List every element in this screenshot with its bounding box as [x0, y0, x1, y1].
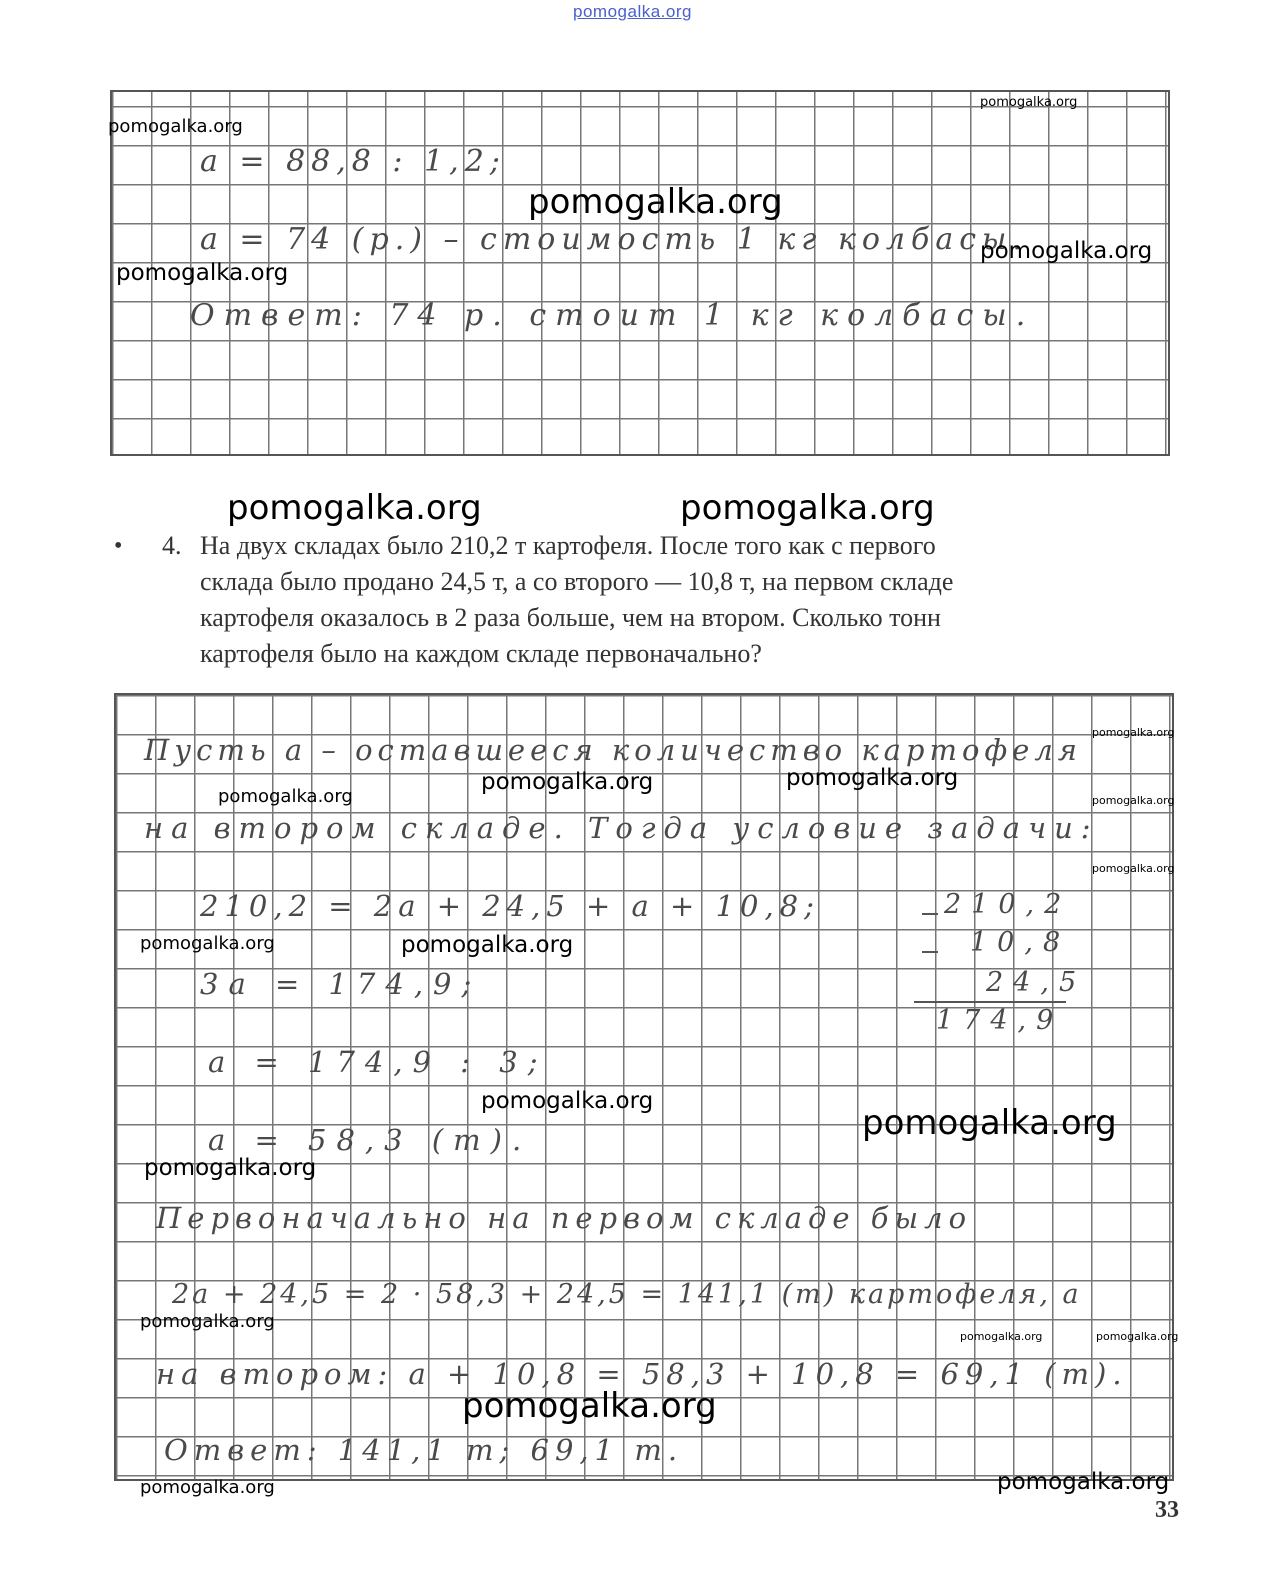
- handwritten-line-8: 2a + 24,5 = 2 · 58,3 + 24,5 = 141,1 (т) картофеля, а: [172, 1279, 1082, 1310]
- watermark: pomogalka.org: [227, 488, 482, 528]
- top-site-link[interactable]: pomogalka.org: [573, 2, 692, 21]
- handwritten-answer: Ответ: 74 р. стоит 1 кг колбасы.: [190, 298, 1035, 333]
- problem-bullet: •: [114, 533, 123, 559]
- watermark: pomogalka.org: [108, 116, 243, 137]
- column-calc-line-3: 24,5: [986, 967, 1087, 998]
- handwritten-equation: 210,2 = 2a + 24,5 + a + 10,8;: [200, 889, 820, 923]
- watermark: pomogalka.org: [862, 1103, 1117, 1143]
- column-calc-line-1: 210,2: [944, 889, 1072, 920]
- watermark: pomogalka.org: [680, 488, 935, 528]
- problem-line-2: склада было продано 24,5 т, а со второго — 10,8 т, на первом складе: [200, 567, 954, 596]
- watermark: pomogalka.org: [401, 932, 574, 958]
- watermark: pomogalka.org: [140, 1311, 275, 1332]
- handwritten-line-2: на втором складе. Тогда условие задачи:: [144, 811, 1099, 845]
- watermark: pomogalka.org: [218, 786, 353, 807]
- watermark: pomogalka.org: [980, 238, 1153, 264]
- column-calc-minus-2: [922, 951, 938, 953]
- watermark: pomogalka.org: [1096, 1330, 1179, 1343]
- watermark: pomogalka.org: [144, 1155, 317, 1181]
- watermark: pomogalka.org: [960, 1330, 1043, 1343]
- watermark: pomogalka.org: [1092, 794, 1175, 807]
- handwritten-line-4: 3a = 174,9;: [200, 967, 482, 1001]
- watermark: pomogalka.org: [140, 1477, 275, 1498]
- column-calc-underline: [914, 1001, 1066, 1003]
- handwritten-line-1: a = 88,8 : 1,2;: [200, 144, 506, 179]
- problem-line-4: картофеля было на каждом складе первоначально?: [200, 639, 762, 668]
- handwritten-line-6: a = 58,3 (т).: [208, 1123, 532, 1157]
- watermark: pomogalka.org: [980, 95, 1078, 110]
- handwritten-line-7: Первоначально на первом складе было: [156, 1201, 973, 1235]
- watermark: pomogalka.org: [481, 769, 654, 795]
- problem-line-3: картофеля оказалось в 2 раза больше, чем на втором. Сколько тонн: [200, 603, 941, 632]
- handwritten-line-5: a = 174,9 : 3;: [208, 1045, 548, 1079]
- watermark: pomogalka.org: [786, 765, 959, 791]
- handwritten-line-2: a = 74 (р.) – стоимость 1 кг колбасы.: [200, 222, 1028, 257]
- handwritten-line-1: Пусть a – оставшееся количество картофеля: [144, 733, 1082, 767]
- problem-number: 4.: [162, 531, 182, 560]
- column-calc-result: 174,9: [936, 1005, 1064, 1036]
- column-calc-minus-1: [922, 913, 938, 915]
- bottom-solution-grid: [114, 693, 1174, 1481]
- watermark: pomogalka.org: [140, 933, 275, 954]
- watermark: pomogalka.org: [116, 260, 289, 286]
- column-calc-line-2: 10,8: [970, 927, 1071, 958]
- watermark: pomogalka.org: [528, 182, 783, 222]
- page-number: 33: [1155, 1497, 1179, 1523]
- watermark: pomogalka.org: [1092, 862, 1175, 875]
- handwritten-line-9: на втором: a + 10,8 = 58,3 + 10,8 = 69,1 (т).: [156, 1357, 1128, 1391]
- watermark: pomogalka.org: [481, 1088, 654, 1114]
- problem-line-1: На двух складах было 210,2 т картофеля. После того как с первого: [200, 531, 936, 560]
- watermark: pomogalka.org: [1092, 726, 1175, 739]
- watermark: pomogalka.org: [462, 1386, 717, 1426]
- watermark: pomogalka.org: [997, 1469, 1170, 1495]
- handwritten-answer: Ответ: 141,1 т; 69,1 т.: [164, 1433, 684, 1467]
